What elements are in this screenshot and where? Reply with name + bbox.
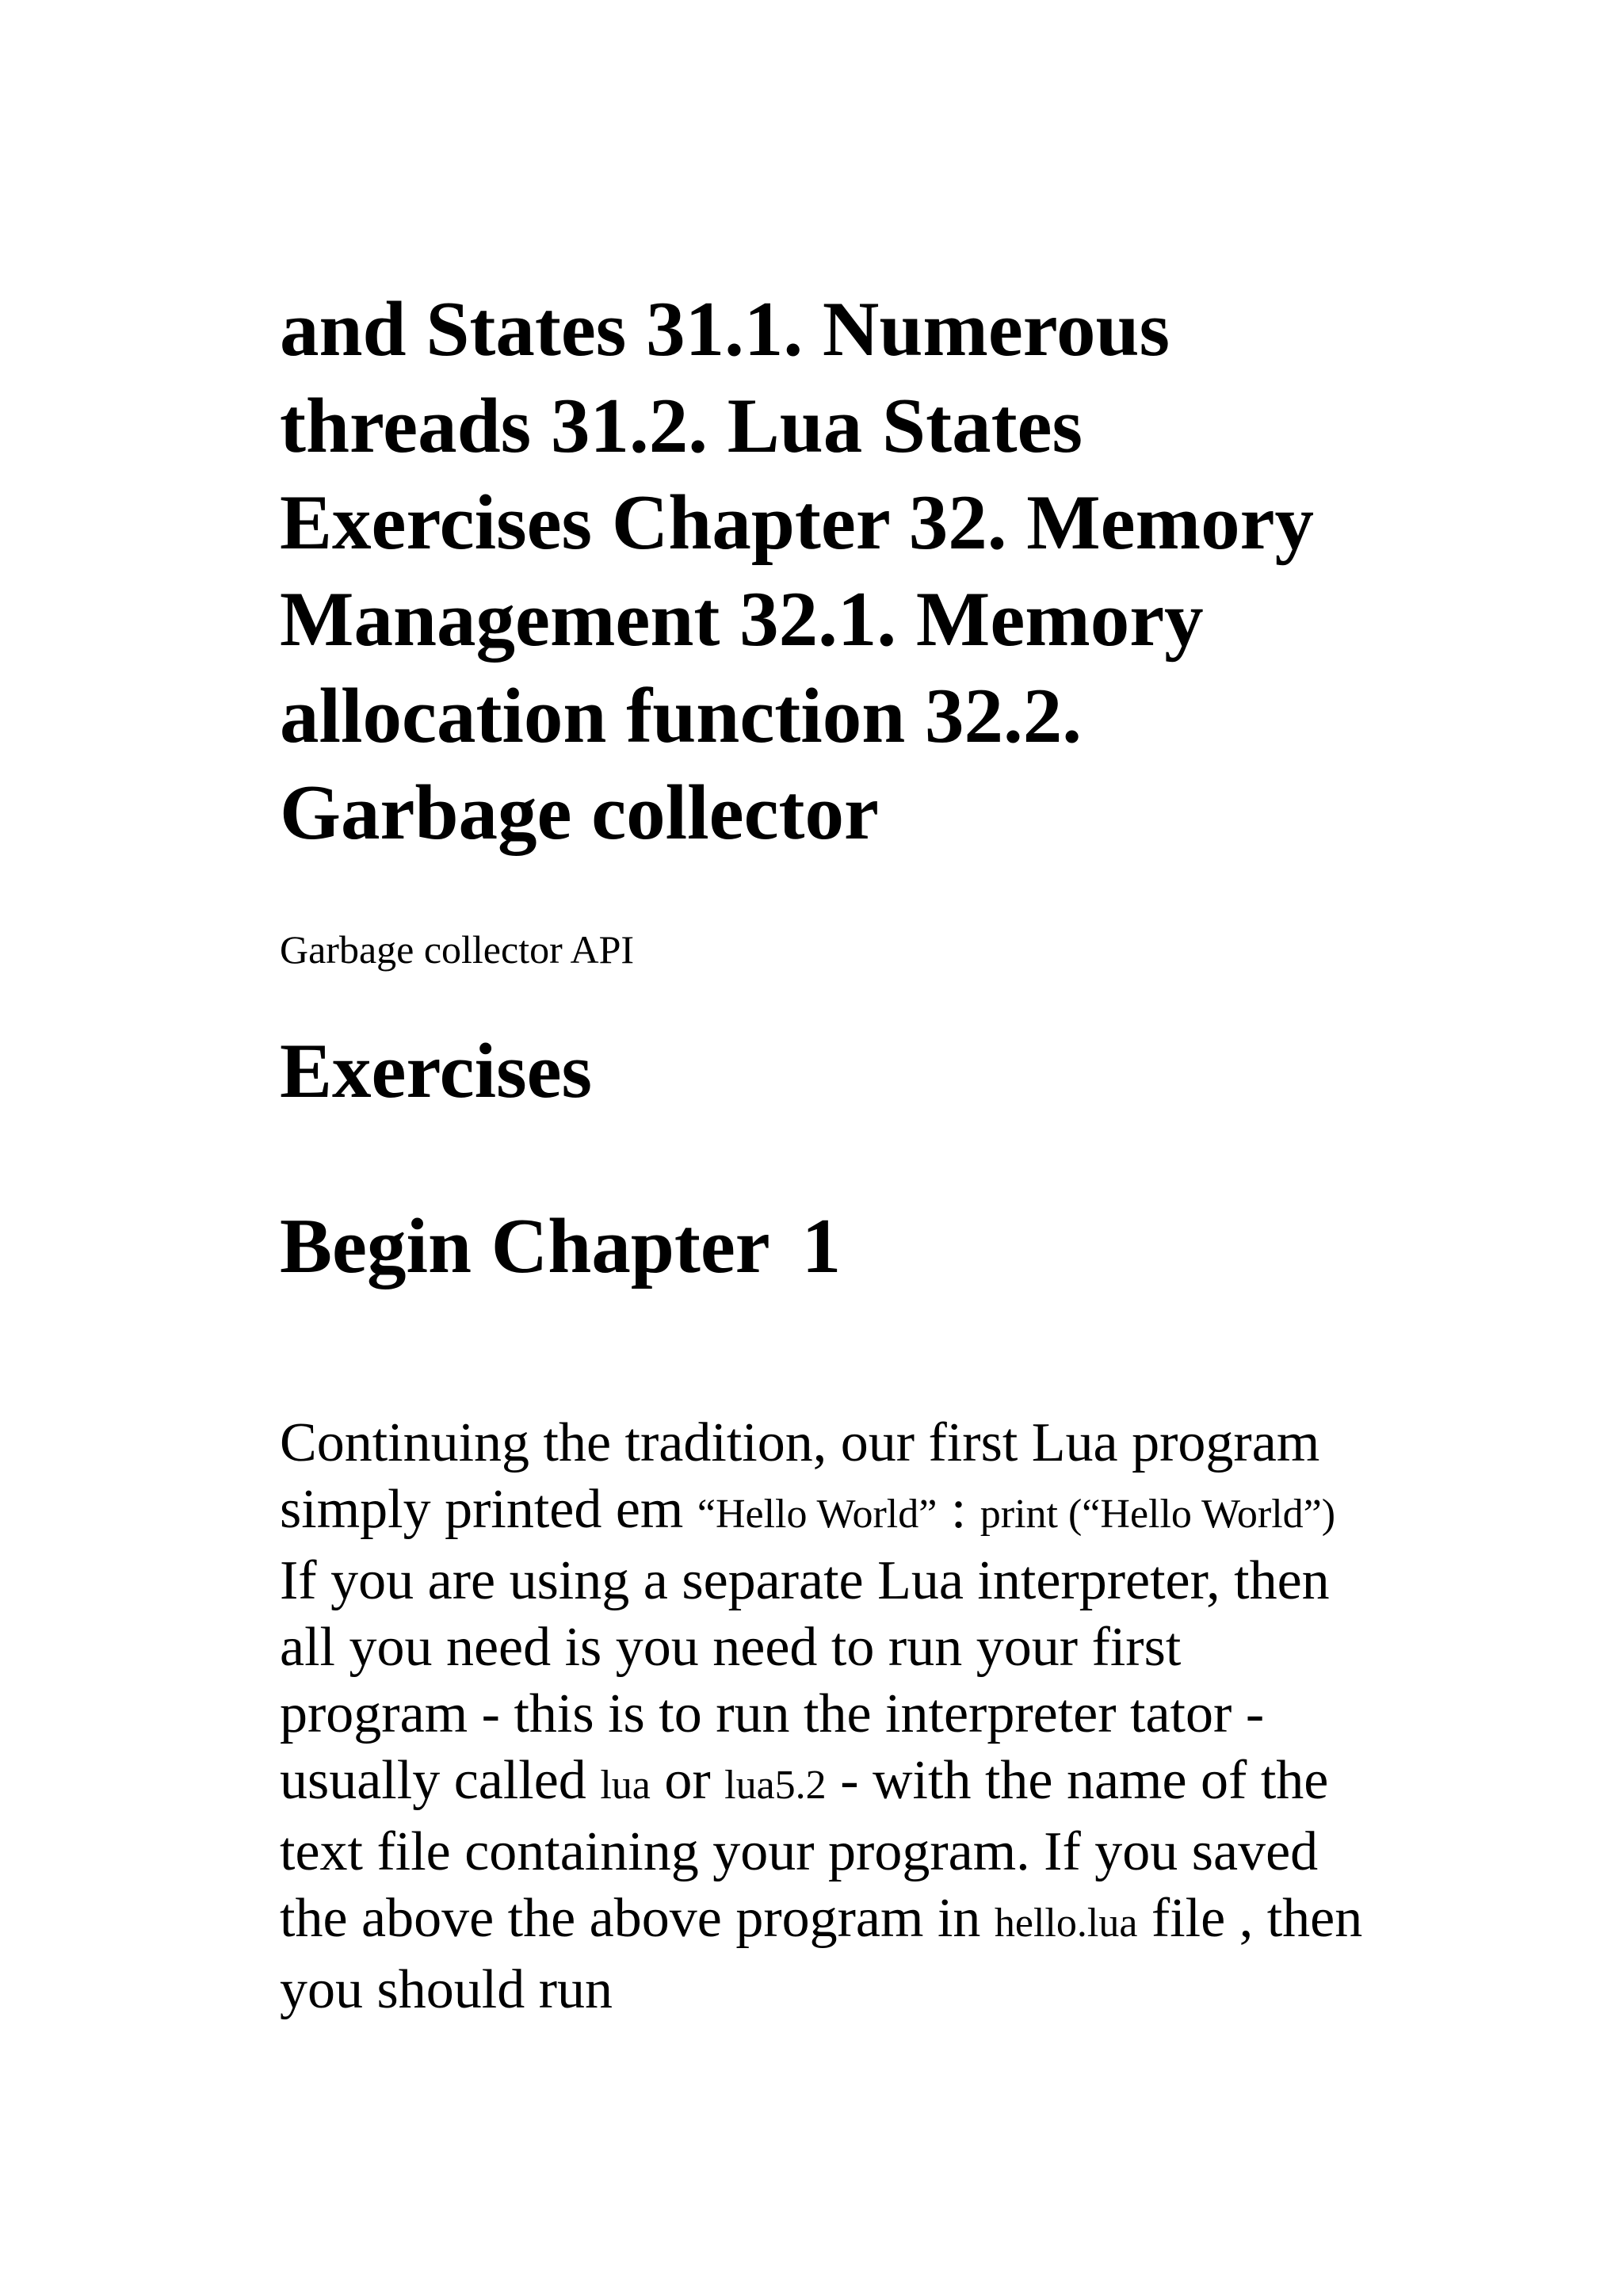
exercises-heading: Exercises (280, 1028, 593, 1114)
chapter-label: Begin Chapter (280, 1203, 770, 1289)
paragraph-text-6: file , then you should run (280, 1888, 1363, 2020)
paragraph-text-3: If you are using a separate Lua interpreter, then all you need is you need to run your first program - this is to run the interpreter tator - usually called (280, 1550, 1330, 1811)
chapter-number: 1 (801, 1203, 842, 1289)
body-paragraph (280, 1410, 1373, 2023)
paragraph-text-5: - with the name of the text file containing your program. If you saved the above the above program in (280, 1750, 1329, 1949)
inline-code-hello-world: “Hello World” (697, 1492, 938, 1537)
chapter-heading (280, 1198, 1373, 1295)
inline-code-print: print (“Hello World”) (980, 1492, 1336, 1537)
inline-code-lua: lua (600, 1763, 651, 1808)
toc-heading: and States 31.1. Numerous threads 31.2. Lua States Exercises Chapter 32. Memory Management 32.1. Memory allocation function 32.2. Garbage collector (280, 286, 1315, 856)
paragraph-text-1: Continuing the tradition, our first Lua program simply printed em (280, 1412, 1320, 1540)
page-content (280, 281, 1373, 2023)
inline-code-lua52: lua5.2 (724, 1763, 827, 1808)
subtitle: Garbage collector API (280, 927, 635, 972)
paragraph-text-4: or (650, 1750, 725, 1811)
inline-code-hello-lua: hello.lua (994, 1901, 1138, 1946)
paragraph-text-2: : (937, 1479, 980, 1540)
